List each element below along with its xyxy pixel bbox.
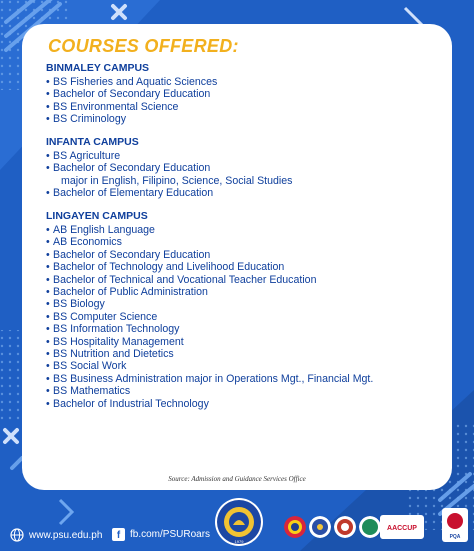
aaccup-logo xyxy=(380,515,424,539)
facebook-text: fb.com/PSURoars xyxy=(130,529,211,540)
list-item: • Bachelor of Technology and Livelihood Education xyxy=(46,261,285,274)
list-item: • Bachelor of Elementary Education xyxy=(46,187,214,200)
list-item: • BS Mathematics xyxy=(46,385,131,398)
svg-text:PQA: PQA xyxy=(449,534,461,540)
facebook-link[interactable] xyxy=(112,528,210,541)
list-item: • Bachelor of Technical and Vocational Teacher Education xyxy=(46,273,317,286)
list-item: • BS Environmental Science xyxy=(46,100,179,113)
list-item: • Bachelor of Secondary Education xyxy=(46,88,211,101)
facebook-icon: f xyxy=(112,528,125,541)
svg-text:AACCUP: AACCUP xyxy=(387,525,417,532)
campus-title: BINMALEY CAMPUS xyxy=(46,62,150,74)
globe-icon xyxy=(10,528,24,542)
seal-logo-3 xyxy=(334,516,356,538)
list-item: • BS Biology xyxy=(46,298,105,311)
seal-logo-2 xyxy=(309,516,331,538)
campus-title: INFANTA CAMPUS xyxy=(46,136,139,148)
university-seal-logo xyxy=(214,497,264,547)
list-item: • AB English Language xyxy=(46,224,155,236)
list-item: • BS Nutrition and Dietetics xyxy=(46,348,174,361)
list-item: • BS Agriculture xyxy=(46,150,121,162)
seal-logo-4 xyxy=(359,516,381,538)
list-item: • BS Information Technology xyxy=(46,323,180,336)
list-item: • Bachelor of Public Administration xyxy=(46,286,208,299)
campus-section-infanta xyxy=(46,136,441,200)
asean-logo xyxy=(284,516,306,538)
list-item: • Bachelor of Secondary Education xyxy=(46,248,211,261)
list-item: • Bachelor of Industrial Technology xyxy=(46,397,209,410)
pqa-logo xyxy=(442,508,468,542)
course-major-note: major in English, Filipino, Science, Social Studies xyxy=(61,174,293,187)
list-item: • BS Computer Science xyxy=(46,310,158,323)
website-text: www.psu.edu.ph xyxy=(29,529,103,541)
svg-text:1979: 1979 xyxy=(234,539,244,544)
list-item: • AB Economics xyxy=(46,236,122,249)
campus-title: LINGAYEN CAMPUS xyxy=(46,210,148,222)
list-item: • BS Criminology xyxy=(46,113,127,126)
source-caption: Source: Admission and Guidance Services Office xyxy=(168,475,306,483)
campus-section-binmaley xyxy=(46,62,441,126)
website-link[interactable] xyxy=(10,528,102,542)
list-item: • Bachelor of Secondary Education xyxy=(46,162,211,175)
list-item: • BS Fisheries and Aquatic Sciences xyxy=(46,76,218,88)
list-item: • BS Business Administration major in Operations Mgt., Financial Mgt. xyxy=(46,372,374,385)
courses-card xyxy=(22,24,452,490)
list-item: • BS Hospitality Management xyxy=(46,335,184,348)
page-title: COURSES OFFERED: xyxy=(48,36,239,56)
campus-section-lingayen xyxy=(46,210,441,410)
list-item: • BS Social Work xyxy=(46,360,127,373)
partner-logos xyxy=(284,516,381,538)
